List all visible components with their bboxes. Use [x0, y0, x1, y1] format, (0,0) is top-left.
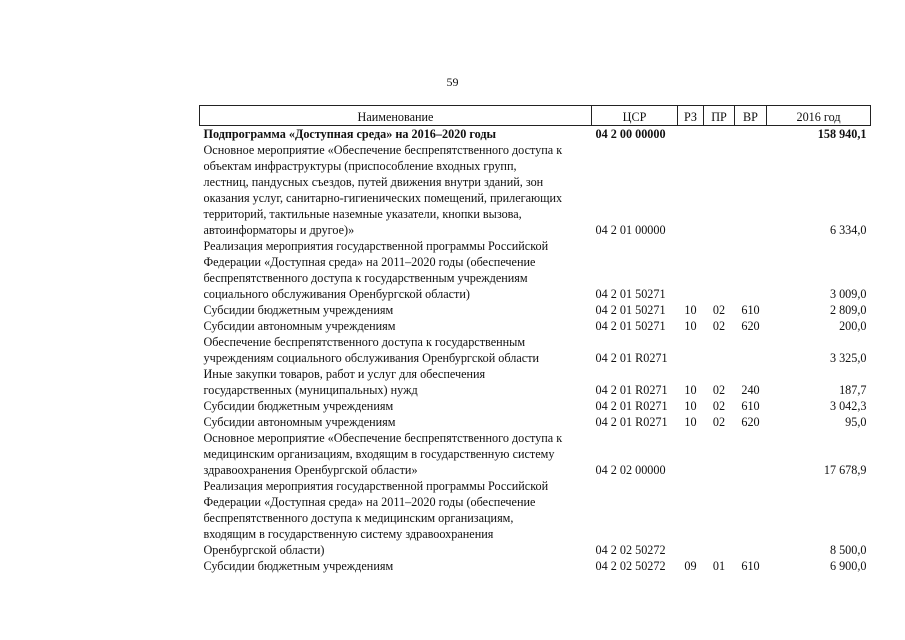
cell-csr: 04 2 01 R0271	[595, 351, 668, 365]
cell-name: Субсидии автономным учреждениям	[203, 415, 396, 429]
cell-pr	[704, 334, 735, 366]
cell-rz	[678, 126, 704, 143]
budget-table	[199, 105, 871, 574]
cell-vr	[735, 126, 767, 143]
table-row	[200, 558, 871, 574]
cell-name: Подпрограмма «Доступная среда» на 2016–2020 годы	[203, 127, 497, 141]
cell-csr: 04 2 02 00000	[595, 463, 666, 477]
cell-pr	[704, 430, 735, 478]
table-row	[200, 302, 871, 318]
cell-pr: 02	[712, 383, 726, 397]
cell-vr: 620	[741, 319, 760, 333]
header-rz: РЗ	[678, 106, 704, 126]
cell-rz: 10	[684, 383, 697, 397]
header-csr: ЦСР	[592, 106, 678, 126]
table-row	[200, 238, 871, 302]
cell-rz: 10	[684, 415, 697, 429]
cell-csr: 04 2 01 50271	[595, 287, 666, 301]
cell-vr: 610	[741, 559, 760, 573]
page-number: 59	[446, 75, 459, 89]
table-row	[200, 398, 871, 414]
cell-pr	[704, 478, 735, 558]
cell-pr: 02	[712, 303, 726, 317]
cell-amount: 17 678,9	[823, 463, 867, 477]
cell-amount: 6 900,0	[829, 559, 867, 573]
cell-vr: 610	[741, 303, 760, 317]
cell-csr: 04 2 01 00000	[595, 223, 666, 237]
cell-csr: 04 2 01 R0271	[595, 383, 668, 397]
cell-pr: 01	[712, 559, 726, 573]
cell-vr: 240	[741, 383, 760, 397]
cell-pr: 02	[712, 415, 726, 429]
cell-csr: 04 2 01 R0271	[595, 415, 668, 429]
cell-pr	[704, 142, 735, 238]
cell-amount: 200,0	[839, 319, 867, 333]
header-year: 2016 год	[767, 106, 871, 126]
cell-amount: 158 940,1	[817, 127, 867, 141]
cell-amount: 187,7	[839, 383, 867, 397]
cell-vr	[735, 334, 767, 366]
cell-name: Иные закупки товаров, работ и услуг для обеспечения государственных (муниципальных) нужд	[203, 367, 486, 397]
cell-name: Основное мероприятие «Обеспечение беспрепятственного доступа к медицинским организациям, входящим в государственную систему здравоохранения Оренбургской области»	[203, 431, 563, 477]
cell-csr: 04 2 02 50272	[595, 559, 666, 573]
cell-name: Обеспечение беспрепятственного доступа к государственным учреждениям социального обслуживания Оренбургской области	[203, 335, 540, 365]
cell-vr	[735, 430, 767, 478]
cell-rz: 10	[684, 319, 697, 333]
cell-rz	[678, 334, 704, 366]
cell-pr	[704, 126, 735, 143]
cell-name: Реализация мероприятия государственной программы Российской Федерации «Доступная среда» на 2011–2020 годы (обеспечение беспрепятственного доступа к государственным учреждениям социального обслуживания Оренбургской области)	[203, 239, 549, 301]
table-row	[200, 430, 871, 478]
cell-amount: 3 325,0	[829, 351, 867, 365]
table-header-row	[200, 106, 871, 126]
table-row	[200, 334, 871, 366]
cell-vr	[735, 478, 767, 558]
header-name: Наименование	[200, 106, 592, 126]
cell-vr	[735, 142, 767, 238]
cell-vr	[735, 238, 767, 302]
cell-csr: 04 2 00 00000	[595, 127, 666, 141]
table-row	[200, 366, 871, 398]
cell-rz	[678, 478, 704, 558]
cell-rz	[678, 430, 704, 478]
cell-csr: 04 2 02 50272	[595, 543, 666, 557]
cell-name: Субсидии бюджетным учреждениям	[203, 559, 394, 573]
cell-amount: 3 042,3	[829, 399, 867, 413]
cell-name: Субсидии автономным учреждениям	[203, 319, 396, 333]
cell-rz: 09	[684, 559, 697, 573]
cell-pr	[704, 238, 735, 302]
cell-vr: 620	[741, 415, 760, 429]
header-vr: ВР	[735, 106, 767, 126]
cell-name: Субсидии бюджетным учреждениям	[203, 303, 394, 317]
cell-rz	[678, 238, 704, 302]
table-row	[200, 478, 871, 558]
cell-csr: 04 2 01 50271	[595, 319, 666, 333]
cell-rz: 10	[684, 399, 697, 413]
table-row	[200, 142, 871, 238]
cell-vr: 610	[741, 399, 760, 413]
table-body	[200, 126, 871, 575]
table-row	[200, 126, 871, 143]
cell-rz: 10	[684, 303, 697, 317]
cell-amount: 3 009,0	[829, 287, 867, 301]
cell-pr: 02	[712, 399, 726, 413]
cell-name: Реализация мероприятия государственной программы Российской Федерации «Доступная среда» на 2011–2020 годы (обеспечение беспрепятственного доступа к медицинским организациям, входящим в государственную систему здравоохранения Оренбургской области)	[203, 479, 549, 557]
cell-name: Основное мероприятие «Обеспечение беспрепятственного доступа к объектам инфраструктуры (приспособление входных групп, лестниц, пандусных съездов, путей движения внутри зданий, зон оказания услуг, санитарно-гигиенических помещений, прилегающих территорий, тактильные наземные указатели, кнопки вызова, автоинформаторы и другое)»	[203, 143, 563, 237]
cell-csr: 04 2 01 R0271	[595, 399, 668, 413]
cell-amount: 95,0	[845, 415, 867, 429]
cell-csr: 04 2 01 50271	[595, 303, 666, 317]
cell-amount: 6 334,0	[829, 223, 867, 237]
table-row	[200, 318, 871, 334]
cell-name: Субсидии бюджетным учреждениям	[203, 399, 394, 413]
cell-amount: 2 809,0	[829, 303, 867, 317]
cell-rz	[678, 142, 704, 238]
header-pr: ПР	[704, 106, 735, 126]
table-row	[200, 414, 871, 430]
cell-amount: 8 500,0	[829, 543, 867, 557]
cell-pr: 02	[712, 319, 726, 333]
